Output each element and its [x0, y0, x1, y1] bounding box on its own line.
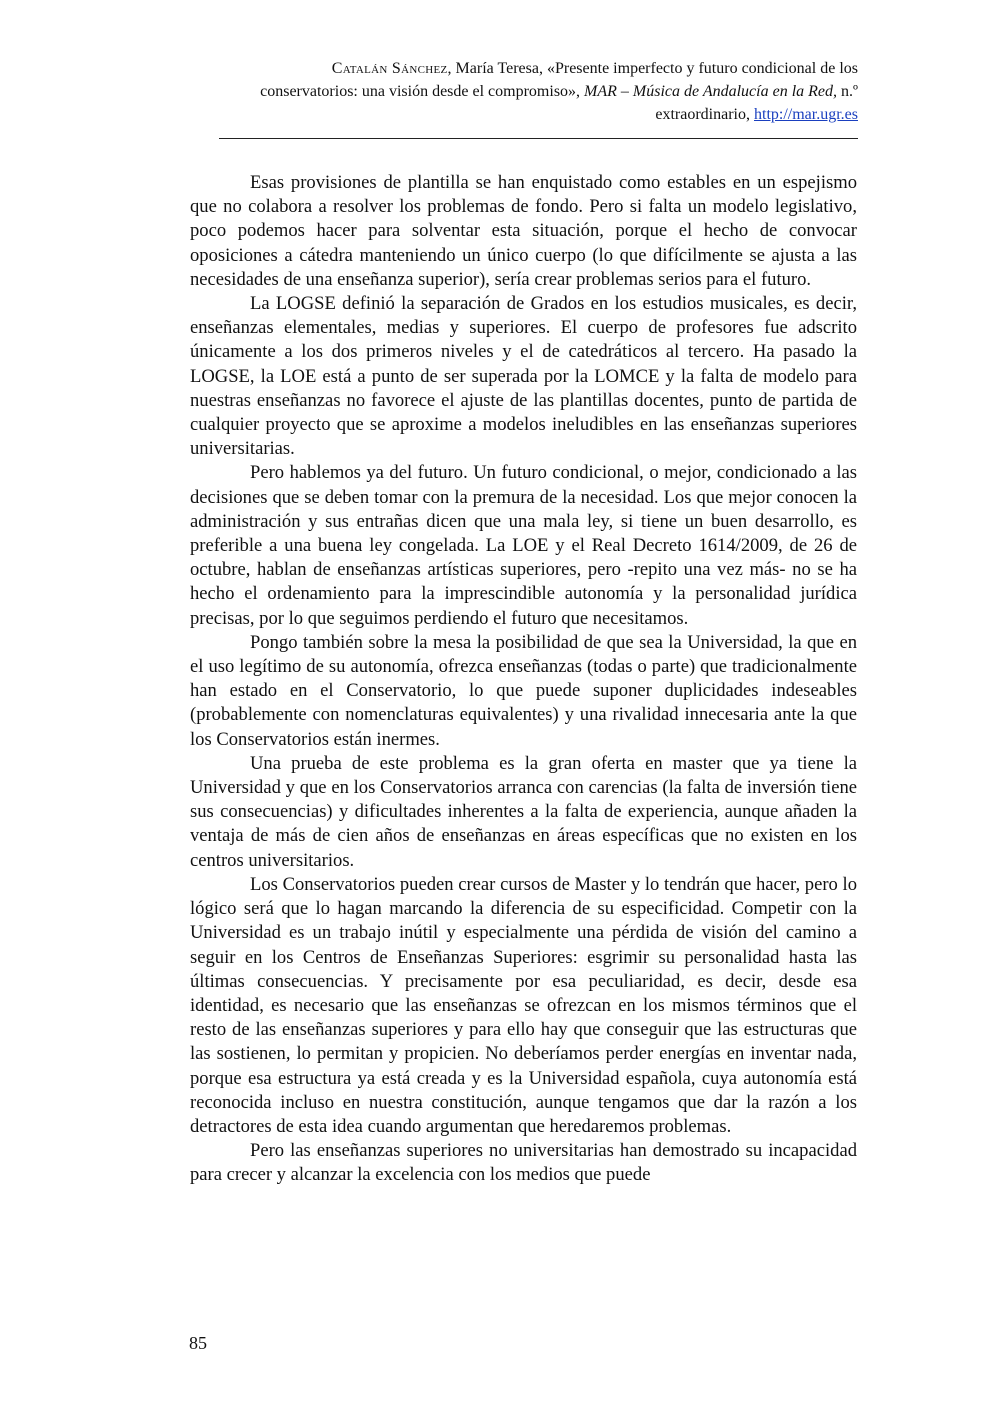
running-header [238, 57, 858, 126]
paragraph: Pero las enseñanzas superiores no universitarias han demostrado su incapacidad para crecer y alcanzar la excelencia con los medios que puede [190, 1140, 857, 1186]
page-number: 85 [189, 1333, 207, 1353]
header-divider [219, 138, 858, 139]
journal-link[interactable]: http://mar.ugr.es [754, 106, 858, 123]
paragraph: Pero hablemos ya del futuro. Un futuro condicional, o mejor, condicionado a las decisiones que se deben tomar con la premura de la necesidad. Los que mejor conocen la administración y sus entrañas dicen que una mala ley, si tiene un buen desarrollo, es preferible a una buena ley congelada. La LOE y el Real Decreto 1614/2009, de 26 de octubre, hablan de enseñanzas artísticas superiores, pero -repito una vez más- no se ha hecho el ordenamiento para la imprescindible autonomía y la personalidad jurídica precisas, por lo que seguimos perdiendo el futuro que necesitamos. [190, 462, 857, 629]
paragraph: Una prueba de este problema es la gran oferta en master que ya tiene la Universidad y que en los Conservatorios arranca con carencias (la falta de inversión tiene sus consecuencias) y dificultades inherentes a la falta de experiencia, aunque añaden la ventaja de más de cien años de enseñanzas en áreas específicas que no existen en los centros universitarios. [190, 752, 857, 871]
paragraph: Los Conservatorios pueden crear cursos de Master y lo tendrán que hacer, pero lo lógico será que lo hagan marcando la diferencia de su especificidad. Competir con la Universidad es un trabajo inútil y especialmente una pérdida de visión del camino a seguir en los Centros de Enseñanzas Superiores: esgrimir su personalidad hasta las últimas consecuencias. Y precisamente por esa peculiaridad, es decir, desde esa identidad, es necesario que las enseñanzas se ofrezcan en los mismos términos que el resto de las enseñanzas superiores y para ello hay que conseguir que las estructuras que las sostienen, lo permitan y propicien. No deberíamos perder energías en inventar nada, porque esa estructura ya está creada y es la Universidad española, cuya autonomía está reconocida incluso en nuestra constitución, aunque tengamos que dar la razón a los detractores de esta idea cuando argumentan que heredaremos problemas. [190, 873, 857, 1137]
issue-text: n.º extraordinario, [655, 83, 858, 123]
author-surname: Catalán Sánchez [331, 60, 448, 77]
citation-text: , María Teresa, «Presente imperfecto y futuro condicional de los conservatorios: una visión desde el compromiso», [260, 60, 858, 100]
journal-title: MAR – Música de Andalucía en la Red, [584, 83, 838, 100]
article-body [190, 171, 857, 1188]
paragraph: Pongo también sobre la mesa la posibilidad de que sea la Universidad, la que en el uso legítimo de su autonomía, ofrezca enseñanzas (todas o parte) que tradicionalmente han estado en el Conservatorio, lo que puede suponer duplicidades indeseables (probablemente con nomenclaturas equivalentes) y una rivalidad innecesaria ante la que los Conservatorios están inermes. [190, 631, 857, 750]
paragraph: La LOGSE definió la separación de Grados en los estudios musicales, es decir, enseñanzas elementales, medias y superiores. El cuerpo de profesores fue adscrito únicamente a los dos primeros niveles y el de catedráticos al tercero. Ha pasado la LOGSE, la LOE está a punto de ser superada por la LOMCE y la falta de modelo para nuestras enseñanzas no favorece el ajuste de las plantillas docentes, punto de partida de cualquier proyecto que se aproxime a modelos ineludibles en las enseñanzas superiores universitarias. [190, 293, 857, 460]
paragraph: Esas provisiones de plantilla se han enquistado como estables en un espejismo que no colabora a resolver los problemas de fondo. Pero si falta un modelo legislativo, poco podemos hacer para solventar esta situación, porque el hecho de convocar oposiciones a cátedra manteniendo un único cuerpo (lo que difícilmente se ajusta a las necesidades de una enseñanza superior), sería crear problemas serios para el futuro. [190, 172, 857, 290]
